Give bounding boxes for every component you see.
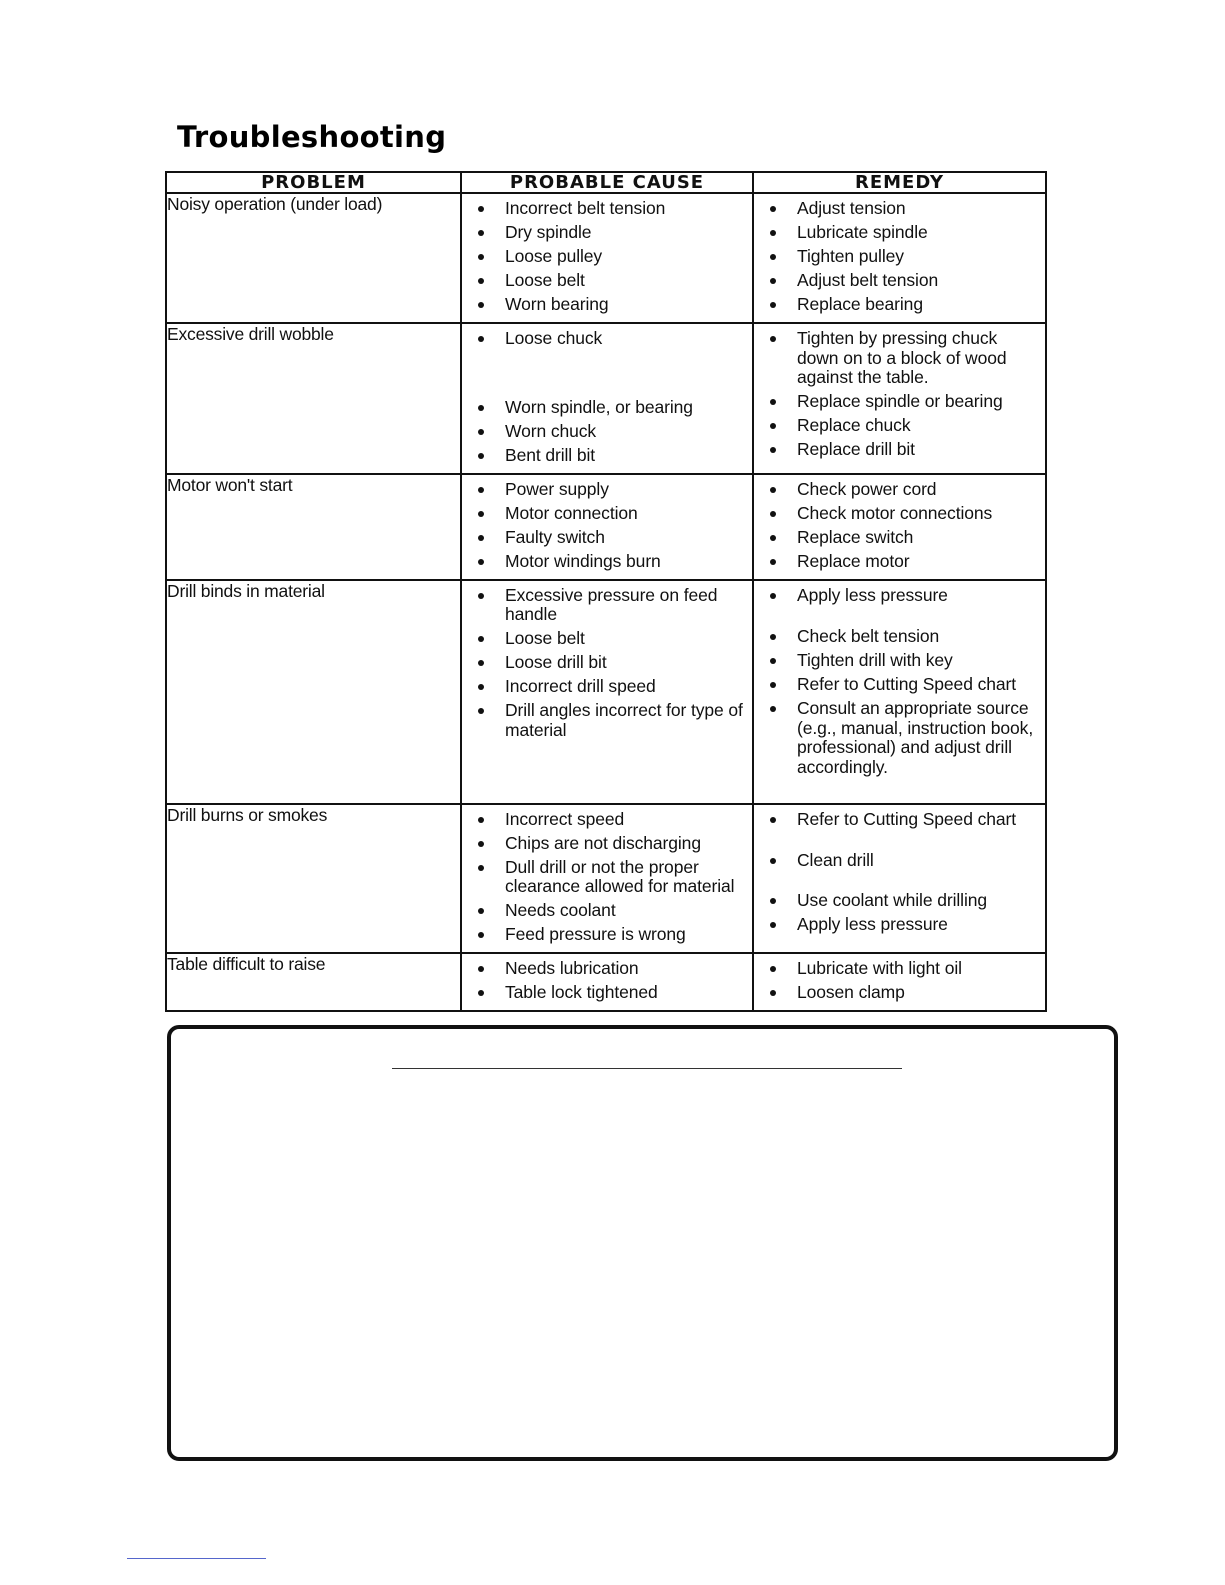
problem-cell: Drill burns or smokes: [166, 804, 461, 954]
remedy-item: Replace chuck: [754, 416, 1041, 436]
cause-item: Loose drill bit: [462, 653, 748, 673]
header-remedy: REMEDY: [753, 172, 1046, 193]
remedy-item: Tighten pulley: [754, 247, 1041, 267]
table-row: [166, 953, 1046, 1011]
cause-item: Loose belt: [462, 629, 748, 649]
header-problem: PROBLEM: [166, 172, 461, 193]
cause-item: Loose belt: [462, 271, 748, 291]
cause-cell: [461, 804, 753, 954]
table-row: [166, 193, 1046, 323]
cause-item: Incorrect drill speed: [462, 677, 748, 697]
cause-item: Worn bearing: [462, 295, 748, 315]
cause-item: Drill angles incorrect for type of material: [462, 701, 748, 740]
cause-item: Dull drill or not the proper clearance allowed for material: [462, 858, 748, 897]
cause-item: Loose chuck: [462, 329, 748, 349]
cause-item: Feed pressure is wrong: [462, 925, 748, 945]
cause-item: Motor windings burn: [462, 552, 748, 572]
page-title: Troubleshooting: [177, 120, 447, 154]
cause-item: Worn chuck: [462, 422, 748, 442]
cause-cell: [461, 580, 753, 804]
remedy-cell: [753, 953, 1046, 1011]
box-heading-rule: [392, 1068, 902, 1069]
remedy-item: Adjust belt tension: [754, 271, 1041, 291]
remedy-item: Check belt tension: [754, 627, 1041, 647]
cause-item: Motor connection: [462, 504, 748, 524]
cause-item: Excessive pressure on feed handle: [462, 586, 748, 625]
cause-item: Incorrect speed: [462, 810, 748, 830]
remedy-item: Adjust tension: [754, 199, 1041, 219]
cause-cell: [461, 474, 753, 580]
cause-item: Table lock tightened: [462, 983, 748, 1003]
remedy-cell: [753, 804, 1046, 954]
cause-cell: [461, 323, 753, 474]
remedy-item: Check power cord: [754, 480, 1041, 500]
problem-cell: Drill binds in material: [166, 580, 461, 804]
cause-item: Bent drill bit: [462, 446, 748, 466]
remedy-item: Apply less pressure: [754, 586, 1041, 606]
problem-cell: Noisy operation (under load): [166, 193, 461, 323]
table-row: [166, 580, 1046, 804]
table-row: [166, 474, 1046, 580]
blank-notes-box: [167, 1025, 1118, 1461]
remedy-item: Tighten drill with key: [754, 651, 1041, 671]
problem-cell: Excessive drill wobble: [166, 323, 461, 474]
cause-cell: [461, 193, 753, 323]
remedy-cell: [753, 580, 1046, 804]
table-header-row: [166, 172, 1046, 193]
footer-link-underline: [127, 1558, 266, 1559]
remedy-item: Replace spindle or bearing: [754, 392, 1041, 412]
cause-item: Power supply: [462, 480, 748, 500]
table-row: [166, 323, 1046, 474]
remedy-cell: [753, 193, 1046, 323]
remedy-item: Tighten by pressing chuck down on to a block of wood against the table.: [754, 329, 1041, 388]
remedy-item: Apply less pressure: [754, 915, 1041, 935]
remedy-item: Check motor connections: [754, 504, 1041, 524]
cause-item: Incorrect belt tension: [462, 199, 748, 219]
cause-item: Needs lubrication: [462, 959, 748, 979]
problem-cell: Motor won't start: [166, 474, 461, 580]
remedy-item: Refer to Cutting Speed chart: [754, 675, 1041, 695]
problem-cell: Table difficult to raise: [166, 953, 461, 1011]
cause-cell: [461, 953, 753, 1011]
remedy-item: Refer to Cutting Speed chart: [754, 810, 1041, 830]
remedy-item: Consult an appropriate source (e.g., manual, instruction book, professional) and adjust drill accordingly.: [754, 699, 1041, 777]
remedy-item: Lubricate spindle: [754, 223, 1041, 243]
cause-item: Loose pulley: [462, 247, 748, 267]
cause-item: Dry spindle: [462, 223, 748, 243]
cause-item: Chips are not discharging: [462, 834, 748, 854]
troubleshooting-table: [165, 171, 1047, 1012]
remedy-item: Loosen clamp: [754, 983, 1041, 1003]
remedy-item: Clean drill: [754, 851, 1041, 871]
table-row: [166, 804, 1046, 954]
remedy-item: Replace motor: [754, 552, 1041, 572]
remedy-item: Use coolant while drilling: [754, 891, 1041, 911]
cause-item: Faulty switch: [462, 528, 748, 548]
header-probable-cause: PROBABLE CAUSE: [461, 172, 753, 193]
remedy-item: Lubricate with light oil: [754, 959, 1041, 979]
remedy-item: Replace switch: [754, 528, 1041, 548]
remedy-cell: [753, 474, 1046, 580]
cause-item: Worn spindle, or bearing: [462, 398, 748, 418]
remedy-item: Replace bearing: [754, 295, 1041, 315]
remedy-item: Replace drill bit: [754, 440, 1041, 460]
cause-item: Needs coolant: [462, 901, 748, 921]
remedy-cell: [753, 323, 1046, 474]
